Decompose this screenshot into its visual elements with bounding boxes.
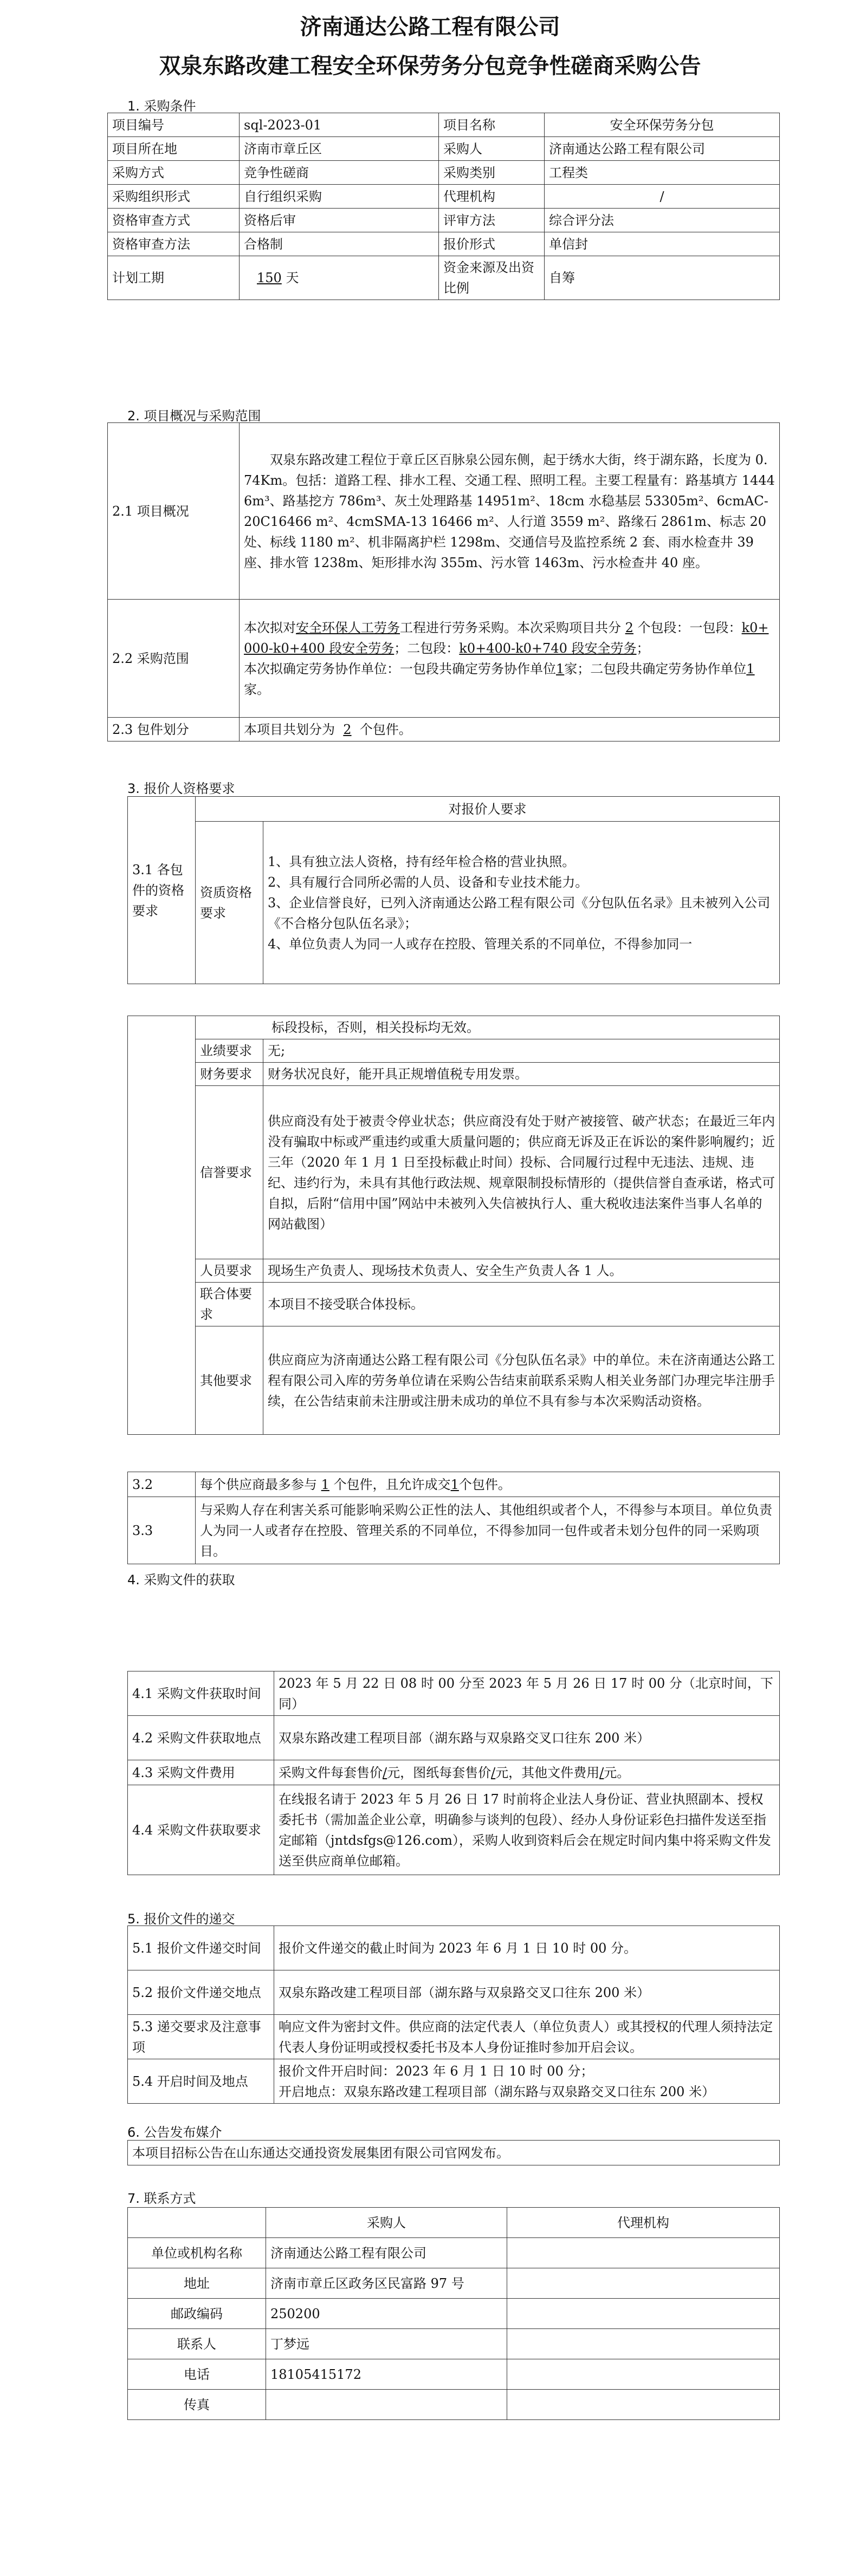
cell-label: 4.3 采购文件费用 bbox=[128, 1760, 274, 1785]
submission-table bbox=[127, 1926, 780, 2104]
table-row bbox=[128, 1472, 780, 1497]
cell-label: 采购组织形式 bbox=[108, 185, 240, 209]
table-row bbox=[128, 822, 780, 984]
text-span: 元，其他文件费用 bbox=[495, 1765, 600, 1780]
cell-label: 5.4 开启时间及地点 bbox=[128, 2059, 274, 2104]
table-row bbox=[128, 2268, 780, 2299]
table-row bbox=[128, 2390, 780, 2420]
cell-value: 济南通达公路工程有限公司 bbox=[545, 137, 780, 161]
cell-value: 双泉东路改建工程项目部（湖东路与双泉路交叉口往东 200 米） bbox=[274, 1716, 780, 1760]
cell-value: 工程类 bbox=[545, 161, 780, 185]
text-span: 本次拟确定劳务协作单位：一包段共确定劳务协作单位 bbox=[244, 661, 556, 676]
cell-value bbox=[196, 1472, 780, 1497]
cell-label: 传真 bbox=[128, 2390, 266, 2420]
cell-label: 5.2 报价文件递交地点 bbox=[128, 1970, 274, 2015]
cell-label: 其他要求 bbox=[196, 1326, 263, 1435]
qualification-table-top bbox=[127, 796, 780, 984]
cell-value bbox=[507, 2238, 780, 2268]
cell-value: sql-2023-01 bbox=[240, 113, 439, 137]
cell-empty bbox=[128, 1016, 196, 1435]
list-item: 2、具有履行合同所必需的人员、设备和专业技术能力。 bbox=[268, 874, 589, 890]
table-row bbox=[128, 2359, 780, 2390]
text-span: 家；二包段共确定劳务协作单位 bbox=[564, 661, 747, 676]
cell-label: 资格审查方式 bbox=[108, 209, 240, 232]
cell-label: 2.2 采购范围 bbox=[108, 600, 240, 718]
table-row bbox=[128, 2329, 780, 2359]
table-row bbox=[108, 232, 780, 256]
cell-label: 3.3 bbox=[128, 1497, 196, 1564]
cell-label: 2.3 包件划分 bbox=[108, 718, 240, 741]
table-row bbox=[128, 1016, 780, 1039]
cell-label: 联系人 bbox=[128, 2329, 266, 2359]
cell-label: 采购方式 bbox=[108, 161, 240, 185]
cell-label: 5.3 递交要求及注意事项 bbox=[128, 2015, 274, 2059]
table-row bbox=[108, 256, 780, 300]
text-span: 1 bbox=[450, 1476, 459, 1492]
cell-label: 财务要求 bbox=[196, 1063, 263, 1086]
cell-label: 资金来源及出资比例 bbox=[439, 256, 545, 300]
col-header: 代理机构 bbox=[507, 2208, 780, 2238]
table-row bbox=[128, 2208, 780, 2238]
section-5-heading: 5. 报价文件的递交 bbox=[127, 1911, 235, 1927]
qualification-items bbox=[263, 822, 780, 984]
cell-value: 济南市章丘区政务区民富路 97 号 bbox=[266, 2268, 507, 2299]
table-row bbox=[128, 1760, 780, 1785]
text-span: k0+000-k0+400 段安全劳务 bbox=[244, 620, 769, 656]
cell-value: 双泉东路改建工程项目部（湖东路与双泉路交叉口往东 200 米） bbox=[274, 1970, 780, 2015]
text-span: 个包件。 bbox=[458, 1476, 511, 1492]
project-overview-table bbox=[107, 422, 780, 741]
cell-label: 采购人 bbox=[439, 137, 545, 161]
cell-value: 在线报名请于 2023 年 5 月 26 日 17 时前将企业法人身份证、营业执照副本、授权委托书（需加盖企业公章，明确参与谈判的包段）、经办人身份证彩色扫描件发送至指定邮箱（jntdsfgs@126.com），采购人收到资料后会在规定时间内集中将采购文件发送至供应商单位邮箱。 bbox=[274, 1785, 780, 1875]
table-row bbox=[128, 2299, 780, 2329]
qualification-extra-table bbox=[127, 1472, 780, 1564]
cell-label: 电话 bbox=[128, 2359, 266, 2390]
cell-value: 供应商没有处于被责令停业状态；供应商没有处于财产被接管、破产状态；在最近三年内没有骗取中标或严重违约或重大质量问题的；供应商无诉及正在诉讼的案件影响履约；近三年（2020 年 1 月 1 日至投标截止时间）投标、合同履行过程中无违法、违规、违纪、违约行为，未具有其他行政法规、规章限制投标情形的（提供信誉自查承诺，格式可自拟，后附“信用中国”网站中未被列入失信被执行人、重大税收违法案件当事人名单的网站截图） bbox=[263, 1086, 780, 1259]
table-row bbox=[128, 2238, 780, 2268]
media-table bbox=[127, 2140, 780, 2165]
cell-label: 5.1 报价文件递交时间 bbox=[128, 1926, 274, 1970]
scope-cell bbox=[240, 600, 780, 718]
text-span: 元。 bbox=[604, 1765, 630, 1780]
cell-value bbox=[274, 1760, 780, 1785]
text-span: 家。 bbox=[244, 681, 270, 697]
table-row bbox=[128, 1063, 780, 1086]
table-row bbox=[128, 1671, 780, 1716]
table-row bbox=[128, 2141, 780, 2165]
cell-label: 人员要求 bbox=[196, 1259, 263, 1283]
section-6-heading: 6. 公告发布媒介 bbox=[127, 2125, 222, 2140]
text-span: 2 bbox=[625, 620, 633, 635]
cell-value: 本项目不接受联合体投标。 bbox=[263, 1283, 780, 1326]
table-row bbox=[128, 1086, 780, 1259]
text-span: / bbox=[599, 1765, 604, 1780]
table-row bbox=[108, 718, 780, 741]
text-span: / bbox=[491, 1765, 496, 1780]
text-span: 元，图纸每套售价 bbox=[387, 1765, 492, 1780]
cell-value bbox=[507, 2359, 780, 2390]
text-span: 每个供应商最多参与 bbox=[200, 1476, 317, 1492]
list-item: 3、企业信誉良好，已列入济南通达公路工程有限公司《分包队伍名录》且未被列入公司《不合格分包队伍名录》； bbox=[268, 895, 771, 931]
project-overview-text: 双泉东路改建工程位于章丘区百脉泉公园东侧，起于绣水大街，终于湖东路，长度为 0.74Km。包括：道路工程、排水工程、交通工程、照明工程。主要工程量有：路基填方 14446m³、路基挖方 786m³、灰土处理路基 14951m²、18cm 水稳基层 53305m²、6cmAC-20C16466 m²、4cmSMA-13 16466 m²、人行道 3559 m²、路缘石 2861m、标志 20 处、标线 1180 m²、机非隔离护栏 1298m、交通信号及监控系统 2 套、雨水检查井 39 座、排水管 1238m、矩形排水沟 355m、污水管 1463m、污水检查井 40 座。 bbox=[240, 423, 780, 600]
cell-value bbox=[266, 2390, 507, 2420]
list-item: 1、具有独立法人资格，持有经年检合格的营业执照。 bbox=[268, 854, 576, 869]
cell-label: 采购类别 bbox=[439, 161, 545, 185]
table-row bbox=[128, 2015, 780, 2059]
section-2-heading: 2. 项目概况与采购范围 bbox=[127, 408, 261, 424]
cell-label: 邮政编码 bbox=[128, 2299, 266, 2329]
text-span: 1 bbox=[321, 1476, 329, 1492]
cell-label: 资质资格要求 bbox=[196, 822, 263, 984]
text-span: 个包件，且允许成交 bbox=[333, 1476, 451, 1492]
text-span: 2 bbox=[343, 721, 352, 737]
cell-value: 本项目招标公告在山东通达交通投资发展集团有限公司官网发布。 bbox=[128, 2141, 780, 2165]
cell-value: 安全环保劳务分包 bbox=[545, 113, 780, 137]
continued-text: 标段投标，否则，相关投标均无效。 bbox=[196, 1016, 780, 1039]
text-span: 个包件。 bbox=[359, 721, 412, 737]
table-row bbox=[128, 1259, 780, 1283]
qualification-table-continued bbox=[127, 1016, 780, 1435]
table-row bbox=[108, 113, 780, 137]
cell-label: 地址 bbox=[128, 2268, 266, 2299]
cell-label: 信誉要求 bbox=[196, 1086, 263, 1259]
cell-value: 无; bbox=[263, 1039, 780, 1063]
cell-value bbox=[507, 2299, 780, 2329]
cell-label: 联合体要求 bbox=[196, 1283, 263, 1326]
cell-value bbox=[507, 2390, 780, 2420]
cell-label: 2.1 项目概况 bbox=[108, 423, 240, 600]
table-row bbox=[108, 137, 780, 161]
col-header: 采购人 bbox=[266, 2208, 507, 2238]
table-row bbox=[108, 423, 780, 600]
cell-value: 综合评分法 bbox=[545, 209, 780, 232]
text-line: 报价文件开启时间：2023 年 6 月 1 日 10 时 00 分； bbox=[279, 2063, 594, 2079]
cell-value: 竞争性磋商 bbox=[240, 161, 439, 185]
cell-value: 济南通达公路工程有限公司 bbox=[266, 2238, 507, 2268]
table-row bbox=[128, 1926, 780, 1970]
cell-value bbox=[240, 256, 439, 300]
announcement-title: 双泉东路改建工程安全环保劳务分包竞争性磋商采购公告 bbox=[159, 54, 701, 79]
text-span: 1 bbox=[746, 661, 755, 676]
cell-empty bbox=[128, 2208, 266, 2238]
text-span: 采购文件每套售价 bbox=[279, 1765, 383, 1780]
table-row bbox=[108, 600, 780, 718]
cell-value: 单信封 bbox=[545, 232, 780, 256]
text-span: k0+400-k0+740 段安全劳务 bbox=[459, 640, 637, 656]
cell-value: 丁梦远 bbox=[266, 2329, 507, 2359]
table-row bbox=[128, 1497, 780, 1564]
text-span: 工程进行劳务采购。本次采购项目共分 bbox=[400, 620, 621, 635]
text-span: 1 bbox=[556, 661, 565, 676]
cell-label: 项目名称 bbox=[439, 113, 545, 137]
cell-value: 报价文件递交的截止时间为 2023 年 6 月 1 日 10 时 00 分。 bbox=[274, 1926, 780, 1970]
cell-label: 项目所在地 bbox=[108, 137, 240, 161]
section-7-heading: 7. 联系方式 bbox=[127, 2191, 196, 2206]
cell-value bbox=[274, 2059, 780, 2104]
list-item: 4、单位负责人为同一人或存在控股、管理关系的不同单位，不得参加同一 bbox=[268, 936, 693, 952]
cell-label: 4.2 采购文件获取地点 bbox=[128, 1716, 274, 1760]
cell-value: 现场生产负责人、现场技术负责人、安全生产负责人各 1 人。 bbox=[263, 1259, 780, 1283]
cell-value: 2023 年 5 月 22 日 08 时 00 分至 2023 年 5 月 26 日 17 时 00 分（北京时间，下同） bbox=[274, 1671, 780, 1716]
table-row bbox=[108, 185, 780, 209]
table-row bbox=[128, 1039, 780, 1063]
table-row bbox=[108, 209, 780, 232]
text-line: 开启地点：双泉东路改建工程项目部（湖东路与双泉路交叉口往东 200 米） bbox=[279, 2084, 715, 2099]
cell-value: 合格制 bbox=[240, 232, 439, 256]
cell-value bbox=[507, 2329, 780, 2359]
text-span: ； bbox=[636, 640, 650, 656]
cell-value: 18105415172 bbox=[266, 2359, 507, 2390]
cell-value: 与采购人存在利害关系可能影响采购公正性的法人、其他组织或者个人，不得参与本项目。单位负责人为同一人或者存在控股、管理关系的不同单位，不得参加同一包件或者未划分包件的同一采购项目。 bbox=[196, 1497, 780, 1564]
cell-value: 自行组织采购 bbox=[240, 185, 439, 209]
cell-label: 计划工期 bbox=[108, 256, 240, 300]
cell-label: 评审方法 bbox=[439, 209, 545, 232]
document-acquisition-table bbox=[127, 1671, 780, 1875]
table-row bbox=[128, 797, 780, 822]
table-row bbox=[128, 1326, 780, 1435]
company-title: 济南通达公路工程有限公司 bbox=[300, 15, 560, 40]
cell-value: / bbox=[545, 185, 780, 209]
table-row bbox=[128, 1283, 780, 1326]
text-span: 本项目共划分为 bbox=[244, 721, 335, 737]
table-row bbox=[128, 1716, 780, 1760]
text-span: 本次拟对 bbox=[244, 620, 296, 635]
cell-value: 济南市章丘区 bbox=[240, 137, 439, 161]
cell-label: 3.2 bbox=[128, 1472, 196, 1497]
duration-unit: 天 bbox=[286, 270, 299, 285]
contact-table bbox=[127, 2207, 780, 2420]
cell-label: 单位或机构名称 bbox=[128, 2238, 266, 2268]
cell-value: 财务状况良好，能开具正规增值税专用发票。 bbox=[263, 1063, 780, 1086]
cell-label: 报价形式 bbox=[439, 232, 545, 256]
cell-label: 项目编号 bbox=[108, 113, 240, 137]
cell-value bbox=[507, 2268, 780, 2299]
table-row bbox=[128, 1970, 780, 2015]
duration-value: 150 bbox=[257, 270, 282, 285]
cell-value: 响应文件为密封文件。供应商的法定代表人（单位负责人）或其授权的代理人须持法定代表人身份证明或授权委托书及本人身份证推时参加开启会议。 bbox=[274, 2015, 780, 2059]
cell-value: 自筹 bbox=[545, 256, 780, 300]
cell-label: 代理机构 bbox=[439, 185, 545, 209]
section-3-heading: 3. 报价人资格要求 bbox=[127, 781, 235, 796]
table-row bbox=[108, 161, 780, 185]
text-span: 安全环保人工劳务 bbox=[296, 620, 400, 635]
cell-label: 4.1 采购文件获取时间 bbox=[128, 1671, 274, 1716]
section-1-heading: 1. 采购条件 bbox=[127, 99, 196, 114]
text-span: / bbox=[383, 1765, 387, 1780]
cell-label: 4.4 采购文件获取要求 bbox=[128, 1785, 274, 1875]
package-cell bbox=[240, 718, 780, 741]
cell-value: 250200 bbox=[266, 2299, 507, 2329]
section-4-heading: 4. 采购文件的获取 bbox=[127, 1572, 235, 1588]
table-row bbox=[128, 2059, 780, 2104]
procurement-conditions-table bbox=[107, 113, 780, 300]
cell-header: 对报价人要求 bbox=[196, 797, 780, 822]
text-span: ；二包段： bbox=[394, 640, 460, 656]
cell-value: 供应商应为济南通达公路工程有限公司《分包队伍名录》中的单位。未在济南通达公路工程有限公司入库的劳务单位请在采购公告结束前联系采购人相关业务部门办理完毕注册手续，在公告结束前未注册或注册未成功的单位不具有参与本次采购活动资格。 bbox=[263, 1326, 780, 1435]
cell-label: 业绩要求 bbox=[196, 1039, 263, 1063]
cell-label: 3.1 各包件的资格要求 bbox=[128, 797, 196, 984]
cell-value: 资格后审 bbox=[240, 209, 439, 232]
cell-label: 资格审查方法 bbox=[108, 232, 240, 256]
table-row bbox=[128, 1785, 780, 1875]
text-span: 个包段：一包段： bbox=[637, 620, 742, 635]
